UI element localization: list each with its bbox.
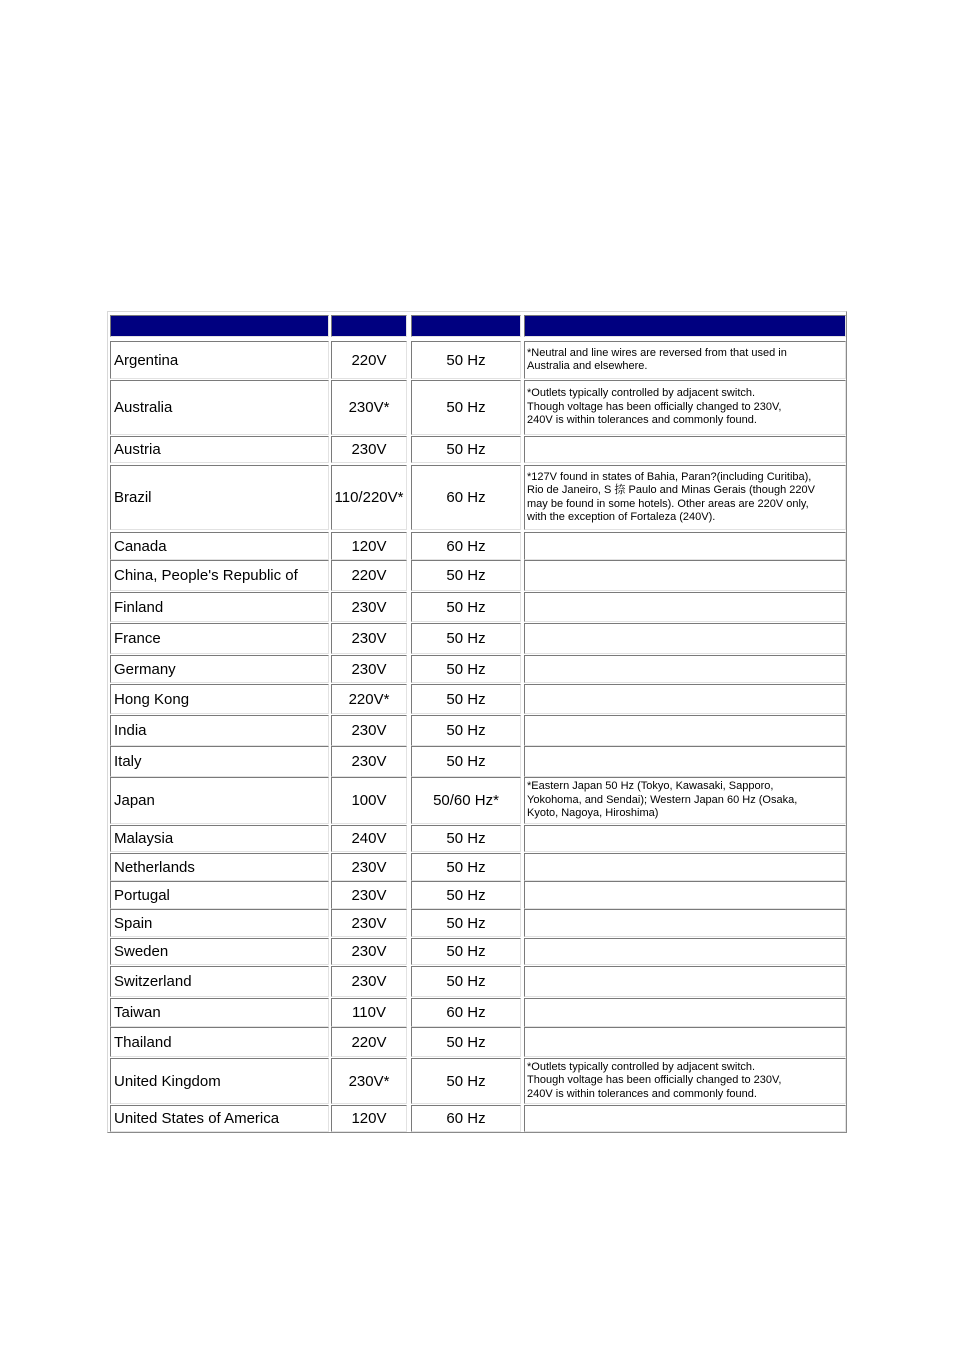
country-cell — [110, 1105, 329, 1132]
frequency-cell-text: 50/60 Hz* — [433, 792, 499, 809]
voltage-cell-text: 230V — [351, 973, 387, 990]
frequency-cell — [411, 623, 521, 654]
country-cell-text: United States of America — [114, 1110, 280, 1127]
notes-cell — [524, 825, 846, 852]
frequency-cell — [411, 715, 521, 746]
frequency-cell-text: 60 Hz — [446, 537, 486, 555]
notes-cell-text: *127V found in states of Bahia, Paran?(including Curitiba), Rio de Janeiro, S 捺 Paulo and Minas Gerais (though 220V may be found in some hotels). Other areas are 220V only, with the exception of Fortaleza (240V). — [527, 470, 815, 523]
notes-cell — [524, 380, 846, 435]
notes-cell — [524, 684, 846, 714]
voltage-cell — [331, 825, 407, 852]
country-cell — [110, 655, 329, 683]
voltage-cell-text: 220V* — [348, 690, 390, 708]
frequency-cell — [411, 560, 521, 591]
frequency-cell — [411, 1058, 521, 1104]
frequency-cell-text: 50 Hz — [446, 1072, 486, 1090]
frequency-cell — [411, 592, 521, 622]
notes-cell — [524, 881, 846, 909]
voltage-cell — [331, 655, 407, 683]
country-cell — [110, 715, 329, 746]
voltage-cell — [331, 1058, 407, 1104]
country-cell — [110, 592, 329, 622]
country-cell — [110, 1027, 329, 1057]
frequency-cell-text: 50 Hz — [446, 914, 486, 932]
country-cell-text: Sweden — [114, 943, 169, 960]
frequency-cell-text: 50 Hz — [446, 441, 486, 458]
frequency-cell — [411, 684, 521, 714]
voltage-cell-text: 110V — [352, 1004, 386, 1021]
country-cell-text: Finland — [114, 598, 164, 616]
voltage-cell-text: 120V — [351, 1110, 387, 1127]
country-cell-text: Japan — [114, 792, 155, 809]
country-cell — [110, 684, 329, 714]
voltage-cell-text: 230V — [351, 598, 387, 616]
frequency-cell-text: 50 Hz — [446, 630, 486, 647]
header-notes — [524, 315, 846, 337]
country-cell-text: Malaysia — [114, 830, 174, 847]
country-cell-text: Taiwan — [114, 1004, 161, 1021]
header-country — [110, 315, 329, 337]
country-cell-text: India — [114, 722, 147, 739]
notes-cell — [524, 655, 846, 683]
frequency-cell-text: 50 Hz — [446, 567, 486, 584]
frequency-cell — [411, 938, 521, 965]
voltage-cell — [331, 966, 407, 997]
voltage-cell-text: 220V — [351, 1033, 387, 1051]
voltage-cell — [331, 623, 407, 654]
frequency-cell-text: 60 Hz — [446, 1110, 486, 1127]
notes-cell — [524, 465, 846, 530]
frequency-cell-text: 50 Hz — [446, 886, 486, 904]
country-cell-text: Austria — [114, 441, 161, 458]
notes-cell — [524, 909, 846, 937]
notes-cell-text: *Eastern Japan 50 Hz (Tokyo, Kawasaki, Sapporo, Yokohoma, and Sendai); Western Japan 60 Hz (Osaka, Kyoto, Nagoya, Hiroshima) — [527, 780, 798, 820]
country-cell-text: Netherlands — [114, 858, 195, 876]
frequency-cell-text: 50 Hz — [446, 598, 486, 616]
notes-cell — [524, 1058, 846, 1104]
voltage-cell-text: 230V — [351, 858, 387, 876]
voltage-cell-text: 220V — [351, 351, 387, 369]
country-cell-text: Hong Kong — [114, 690, 190, 708]
voltage-cell — [331, 684, 407, 714]
country-cell-text: Thailand — [114, 1033, 172, 1051]
frequency-cell — [411, 380, 521, 435]
voltage-cell — [331, 1105, 407, 1132]
country-cell-text: Brazil — [114, 489, 152, 506]
country-cell-text: Australia — [114, 399, 173, 416]
country-cell — [110, 341, 329, 379]
country-cell — [110, 436, 329, 463]
voltage-cell — [331, 746, 407, 777]
country-cell-text: France — [114, 630, 161, 647]
country-cell-text: Canada — [114, 537, 167, 555]
frequency-cell — [411, 341, 521, 379]
header-frequency — [411, 315, 521, 337]
country-cell-text: China, People's Republic of — [114, 567, 298, 584]
voltage-cell — [331, 1027, 407, 1057]
voltage-cell-text: 230V* — [348, 399, 390, 416]
country-cell — [110, 881, 329, 909]
country-cell — [110, 746, 329, 777]
voltage-cell-text: 230V — [351, 753, 387, 770]
country-cell — [110, 938, 329, 965]
notes-cell — [524, 1027, 846, 1057]
voltage-cell-text: 220V — [351, 567, 387, 584]
frequency-cell-text: 50 Hz — [446, 1033, 486, 1051]
frequency-cell — [411, 1027, 521, 1057]
country-cell — [110, 909, 329, 937]
voltage-cell-text: 120V — [351, 537, 387, 555]
voltage-cell-text: 230V — [351, 441, 387, 458]
voltage-cell — [331, 592, 407, 622]
voltage-cell-text: 240V — [351, 830, 387, 847]
notes-cell — [524, 966, 846, 997]
voltage-cell — [331, 909, 407, 937]
country-cell-text: Italy — [114, 753, 142, 770]
voltage-cell-text: 230V* — [348, 1072, 390, 1090]
voltage-cell — [331, 938, 407, 965]
frequency-cell — [411, 881, 521, 909]
frequency-cell-text: 50 Hz — [446, 351, 486, 369]
country-cell — [110, 853, 329, 881]
frequency-cell-text: 50 Hz — [446, 399, 486, 416]
notes-cell — [524, 532, 846, 560]
voltage-table — [107, 311, 847, 1133]
notes-cell — [524, 746, 846, 777]
frequency-cell-text: 50 Hz — [446, 690, 486, 708]
notes-cell-text: *Neutral and line wires are reversed from that used in Australia and elsewhere. — [527, 346, 787, 372]
notes-cell — [524, 938, 846, 965]
voltage-cell — [331, 560, 407, 591]
voltage-cell-text: 110/220V* — [334, 489, 404, 506]
country-cell — [110, 465, 329, 530]
frequency-cell — [411, 777, 521, 824]
voltage-cell-text: 230V — [351, 943, 387, 960]
country-cell — [110, 998, 329, 1027]
frequency-cell-text: 50 Hz — [446, 973, 486, 990]
voltage-cell-text: 230V — [351, 630, 387, 647]
frequency-cell-text: 50 Hz — [446, 660, 486, 678]
notes-cell — [524, 777, 846, 824]
notes-cell — [524, 1105, 846, 1132]
frequency-cell-text: 50 Hz — [446, 858, 486, 876]
country-cell — [110, 623, 329, 654]
voltage-cell — [331, 998, 407, 1027]
frequency-cell-text: 50 Hz — [446, 722, 486, 739]
notes-cell — [524, 436, 846, 463]
frequency-cell-text: 50 Hz — [446, 753, 486, 770]
frequency-cell-text: 50 Hz — [446, 830, 486, 847]
notes-cell — [524, 341, 846, 379]
country-cell-text: United Kingdom — [114, 1072, 221, 1090]
frequency-cell — [411, 532, 521, 560]
voltage-cell-text: 230V — [351, 660, 387, 678]
frequency-cell — [411, 966, 521, 997]
notes-cell-text: *Outlets typically controlled by adjacent switch. Though voltage has been officially changed to 230V, 240V is within tolerances and commonly found. — [527, 387, 782, 427]
voltage-cell — [331, 380, 407, 435]
frequency-cell-text: 60 Hz — [446, 489, 486, 506]
frequency-cell — [411, 436, 521, 463]
voltage-cell-text: 100V — [351, 792, 387, 809]
voltage-cell — [331, 341, 407, 379]
frequency-cell-text: 50 Hz — [446, 943, 486, 960]
notes-cell — [524, 592, 846, 622]
voltage-cell — [331, 715, 407, 746]
country-cell — [110, 380, 329, 435]
country-cell-text: Germany — [114, 660, 176, 678]
notes-cell — [524, 715, 846, 746]
frequency-cell — [411, 655, 521, 683]
frequency-cell — [411, 746, 521, 777]
header-voltage — [331, 315, 407, 337]
frequency-cell — [411, 998, 521, 1027]
country-cell-text: Portugal — [114, 886, 170, 904]
voltage-cell — [331, 777, 407, 824]
country-cell-text: Argentina — [114, 351, 179, 369]
frequency-cell — [411, 465, 521, 530]
country-cell — [110, 1058, 329, 1104]
frequency-cell — [411, 909, 521, 937]
country-cell — [110, 966, 329, 997]
voltage-cell-text: 230V — [351, 914, 387, 932]
frequency-cell — [411, 853, 521, 881]
voltage-cell — [331, 853, 407, 881]
frequency-cell — [411, 825, 521, 852]
voltage-cell-text: 230V — [351, 722, 387, 739]
voltage-cell-text: 230V — [351, 886, 387, 904]
voltage-cell — [331, 465, 407, 530]
notes-cell — [524, 853, 846, 881]
voltage-cell — [331, 436, 407, 463]
country-cell — [110, 560, 329, 591]
country-cell — [110, 825, 329, 852]
notes-cell-text: *Outlets typically controlled by adjacent switch. Though voltage has been officially changed to 230V, 240V is within tolerances and commonly found. — [527, 1060, 782, 1100]
frequency-cell-text: 60 Hz — [446, 1004, 486, 1021]
notes-cell — [524, 998, 846, 1027]
notes-cell — [524, 623, 846, 654]
notes-cell — [524, 560, 846, 591]
frequency-cell — [411, 1105, 521, 1132]
country-cell — [110, 532, 329, 560]
country-cell — [110, 777, 329, 824]
voltage-cell — [331, 881, 407, 909]
voltage-cell — [331, 532, 407, 560]
country-cell-text: Spain — [114, 914, 153, 932]
country-cell-text: Switzerland — [114, 973, 192, 990]
